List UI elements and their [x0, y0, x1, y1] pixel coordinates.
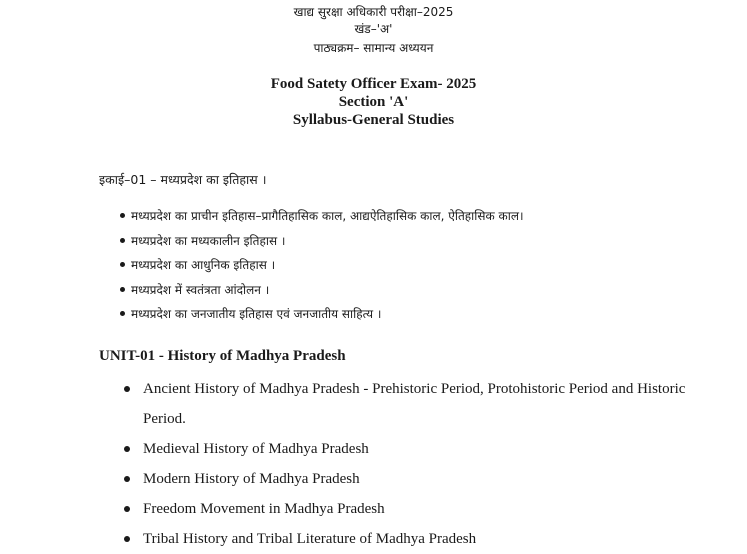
bullet-icon — [124, 506, 130, 512]
list-item-text: Modern History of Madhya Pradesh — [143, 471, 360, 487]
bullet-icon — [124, 446, 130, 452]
unit-heading-english: UNIT-01 - History of Madhya Pradesh — [99, 348, 346, 364]
bullet-icon — [124, 386, 130, 392]
list-item — [118, 374, 688, 434]
hindi-exam-title: खाद्य सुरक्षा अधिकारी परीक्षा–2025 — [293, 5, 454, 19]
bullet-icon — [124, 536, 130, 542]
english-syllabus-label: Syllabus-General Studies — [292, 112, 455, 128]
bullet-icon — [120, 238, 125, 243]
hindi-syllabus-label: पाठ्यक्रम– सामान्य अध्ययन — [313, 41, 434, 55]
bullet-icon — [124, 476, 130, 482]
list-item-text: मध्यप्रदेश का जनजातीय इतिहास एवं जनजातीय साहित्य । — [131, 307, 382, 321]
english-section-label: Section 'A' — [338, 94, 409, 110]
list-item — [118, 434, 688, 464]
bullet-icon — [120, 262, 125, 267]
bullet-icon — [120, 287, 125, 292]
bullet-icon — [120, 311, 125, 316]
list-item-text: मध्यप्रदेश का आधुनिक इतिहास । — [131, 258, 276, 272]
list-item — [120, 206, 524, 231]
list-item-text: मध्यप्रदेश का प्राचीन इतिहास–प्रागैतिहासिक काल, आद्यऐतिहासिक काल, ऐतिहासिक काल। — [131, 209, 524, 223]
list-item — [118, 494, 688, 524]
list-item — [118, 464, 688, 494]
list-item — [120, 255, 524, 280]
list-item-text: Tribal History and Tribal Literature of Madhya Pradesh — [143, 531, 477, 547]
list-item — [118, 524, 688, 554]
english-exam-title: Food Satety Officer Exam- 2025 — [270, 76, 477, 92]
list-item-text: Medieval History of Madhya Pradesh — [143, 441, 369, 457]
list-item-text: Freedom Movement in Madhya Pradesh — [143, 501, 385, 517]
list-item — [120, 231, 524, 256]
bullet-icon — [120, 213, 125, 218]
unit-topics-english — [118, 374, 688, 554]
hindi-section-label: खंड–'अ' — [354, 22, 393, 36]
unit-topics-hindi — [120, 206, 524, 329]
list-item-text: Ancient History of Madhya Pradesh - Prehistoric Period, Protohistoric Period and Historic Period. — [143, 381, 686, 427]
unit-heading-hindi: इकाई–01 – मध्यप्रदेश का इतिहास । — [99, 172, 267, 187]
list-item — [120, 280, 524, 305]
list-item-text: मध्यप्रदेश में स्वतंत्रता आंदोलन । — [131, 282, 270, 297]
list-item — [120, 304, 524, 329]
list-item-text: मध्यप्रदेश का मध्यकालीन इतिहास । — [131, 233, 286, 248]
